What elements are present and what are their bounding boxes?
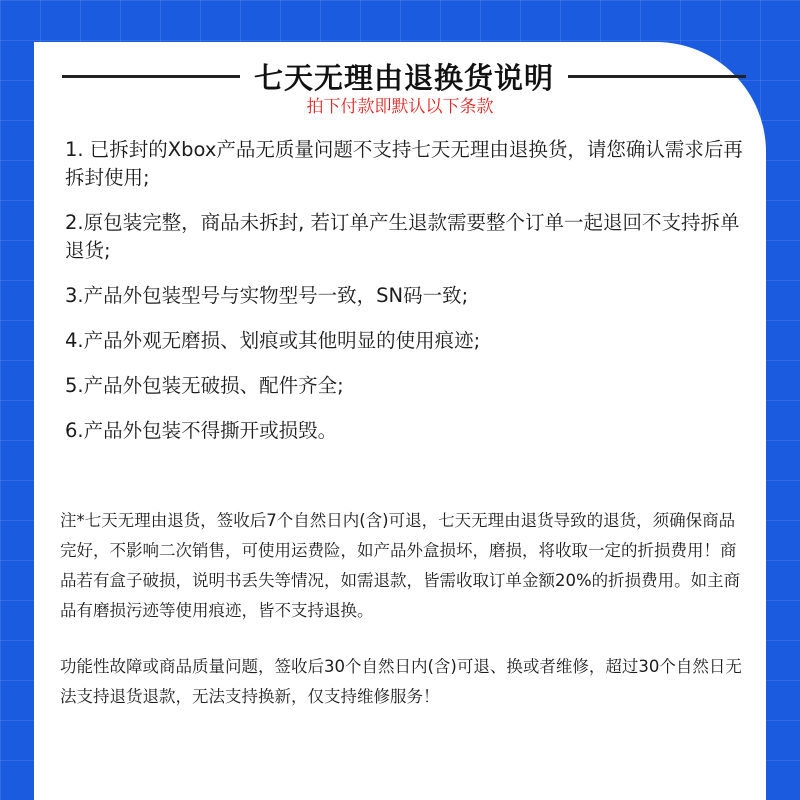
policy-card [34,42,766,800]
rule-item: 3.产品外包装型号与实物型号一致，SN码一致; [65,284,469,307]
page-title: 七天无理由退换货说明 [254,60,555,95]
rule-item: 4.产品外观无磨损、划痕或其他明显的使用痕迹; [65,329,481,352]
note-return-policy: 注*七天无理由退货，签收后7个自然日内(含)可退，七天无理由退货导致的退货，须确保商品完好，不影响二次销售，可使用运费险，如产品外盒损坏，磨损，将收取一定的折损费用！商品若有盒子破损，说明书丢失等情况，如需退款，皆需收取订单金额20%的折损费用。如主商品有磨损污迹等使用痕迹，皆不支持退换。 [60,511,741,620]
note-quality-issue: 功能性故障或商品质量问题，签收后30个自然日内(含)可退、换或者维修，超过30个自然日无法支持退货退款，无法支持换新，仅支持维修服务！ [60,657,742,706]
rules-list [65,136,745,462]
rule-item: 2.原包装完整，商品未拆封, 若订单产生退款需要整个订单一起退回不支持拆单退货; [65,211,740,262]
page-subtitle: 拍下付款即默认以下条款 [306,97,494,117]
title-row [62,56,746,96]
title-divider-right [568,75,746,78]
rule-item: 6.产品外包装不得撕开或损毁。 [65,419,338,442]
rule-item: 1. 已拆封的Xbox产品无质量问题不支持七天无理由退换货，请您确认需求后再拆封使用; [65,138,743,189]
rule-item: 5.产品外包装无破损、配件齐全; [65,374,344,397]
title-divider-left [62,75,240,78]
